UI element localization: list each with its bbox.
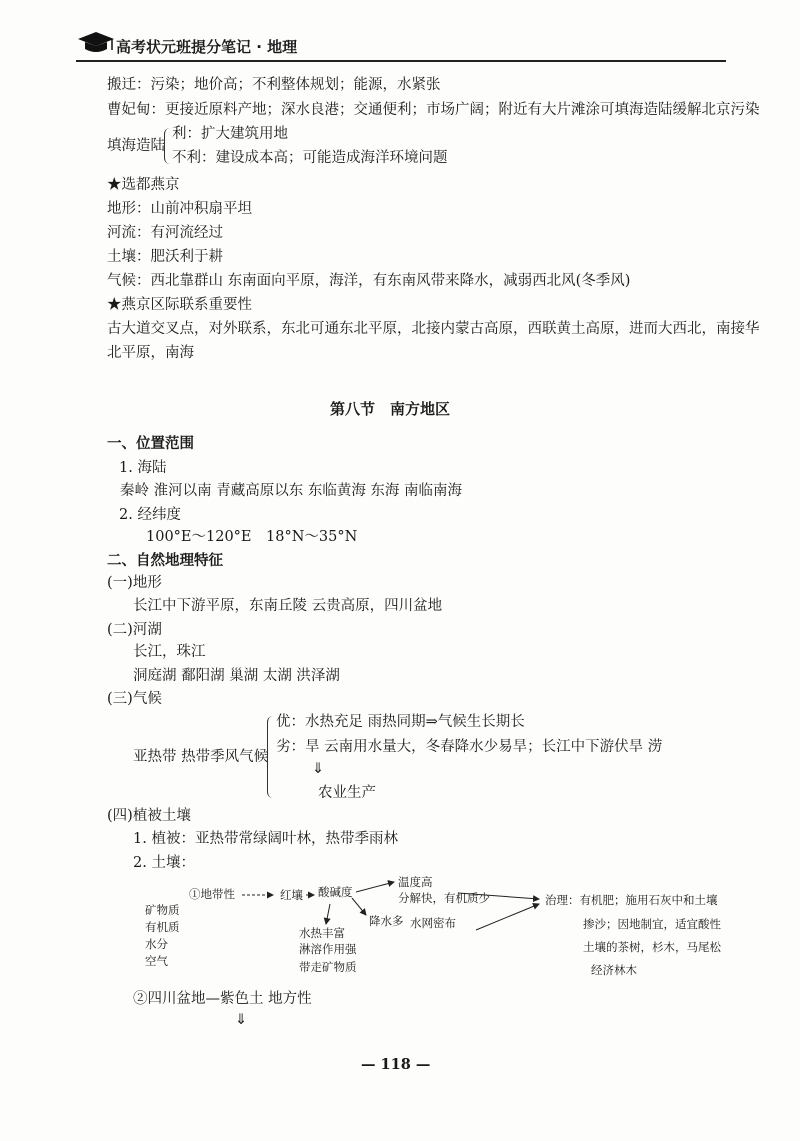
soil-component-air: 空气 <box>145 954 168 968</box>
reclaim-label: 填海造陆 <box>107 138 165 154</box>
soil-fix-4: 经济林木 <box>591 963 637 977</box>
terrain-line: 地形：山前冲积扇平坦 <box>107 201 252 217</box>
vegetation-text: 1. 植被：亚热带常绿阔叶林，热带季雨林 <box>133 831 398 847</box>
soil-node-ph: 酸碱度 <box>318 885 353 899</box>
section-title: 第八节 南方地区 <box>330 400 451 418</box>
region-line-2: 北平原，南海 <box>107 345 194 361</box>
caofeidian-line: 曹妃甸：更接近原料产地；深水良港；交通便利；市场广阔；附近有大片滩涂可填海造陆缓解北京污染 <box>107 102 760 118</box>
heading-location: 一、位置范围 <box>107 435 194 452</box>
soil-node-rain: 降水多 <box>369 914 404 928</box>
soil-fix-2: 掺沙；因地制宜，适宜酸性 <box>583 917 721 931</box>
heading-terrain: (一)地形 <box>107 575 162 591</box>
heading-climate: (三)气候 <box>107 691 162 707</box>
soil-component-minerals: 矿物质 <box>145 903 180 917</box>
soil-component-organic: 有机质 <box>145 920 180 934</box>
heading-river: (二)河湖 <box>107 622 162 638</box>
sichuan-purple-soil: ②四川盆地—紫色土 地方性 <box>133 991 312 1007</box>
lat-lon-text: 100°E～120°E 18°N～35°N <box>146 529 358 545</box>
sea-land-text: 秦岭 淮河以南 青藏高原以东 东临黄海 东海 南临南海 <box>120 483 463 499</box>
river-line: 河流：有河流经过 <box>107 225 223 241</box>
climate-label: 亚热带 热带季风气候 <box>133 749 269 765</box>
lake-text: 洞庭湖 鄱阳湖 巢湖 太湖 洪泽湖 <box>133 668 340 684</box>
soil-line: 土壤：肥沃利于耕 <box>107 249 223 265</box>
climate-arrow-icon: ⇓ <box>312 761 325 777</box>
climate-con: 劣：旱 云南用水量大，冬春降水少易旱；长江中下游伏旱 涝 <box>276 739 663 755</box>
page-number: — 118 — <box>361 1056 431 1073</box>
soil-node-zonal: ①地带性 <box>189 887 235 901</box>
soil-fix-3: 土壤的茶树，杉木，马尾松 <box>583 940 721 954</box>
soil-heading: 2. 土壤： <box>133 855 195 871</box>
heading-lat-lon: 2. 经纬度 <box>119 507 181 523</box>
capital-title: ★选都燕京 <box>107 177 180 193</box>
relocation-line: 搬迁：污染；地价高；不利整体规划；能源，水紧张 <box>107 77 441 93</box>
river-text: 长江，珠江 <box>133 644 206 660</box>
soil-node-heat-water: 水热丰富 <box>299 926 345 940</box>
heading-natural: 二、自然地理特征 <box>107 552 223 569</box>
terrain-text: 长江中下游平原，东南丘陵 云贵高原，四川盆地 <box>133 598 443 614</box>
soil-component-water: 水分 <box>145 937 168 951</box>
reclaim-pro: 利：扩大建筑用地 <box>172 126 288 142</box>
soil-fix-1: 治理：有机肥；施用石灰中和土壤 <box>545 893 718 907</box>
heading-vegetation: (四)植被土壤 <box>107 808 191 824</box>
soil-node-water-network: 水网密布 <box>410 916 456 930</box>
climate-line: 气候：西北靠群山 东南面向平原，海洋，有东南风带来降水，减弱西北风(冬季风) <box>107 273 631 289</box>
soil-node-red-soil: 红壤 <box>280 888 303 902</box>
region-title: ★燕京区际联系重要性 <box>107 297 252 313</box>
reclaim-con: 不利：建设成本高；可能造成海洋环境问题 <box>172 150 448 166</box>
sichuan-arrow-icon: ⇓ <box>235 1012 248 1028</box>
soil-node-decompose: 分解快，有机质少 <box>398 891 490 905</box>
climate-result: 农业生产 <box>318 785 376 801</box>
soil-node-high-temp: 温度高 <box>398 875 433 889</box>
region-line-1: 古大道交叉点，对外联系，东北可通东北平原，北接内蒙古高原，西联黄土高原，进而大西北，南接华 <box>107 321 760 337</box>
header-title: 高考状元班提分笔记 · 地理 <box>116 38 298 56</box>
heading-sea-land: 1. 海陆 <box>119 460 167 476</box>
climate-pro: 优：水热充足 雨热同期⇒气候生长期长 <box>276 714 525 730</box>
soil-node-leaching: 淋溶作用强 <box>299 942 357 956</box>
soil-node-minerals-removed: 带走矿物质 <box>299 960 357 974</box>
